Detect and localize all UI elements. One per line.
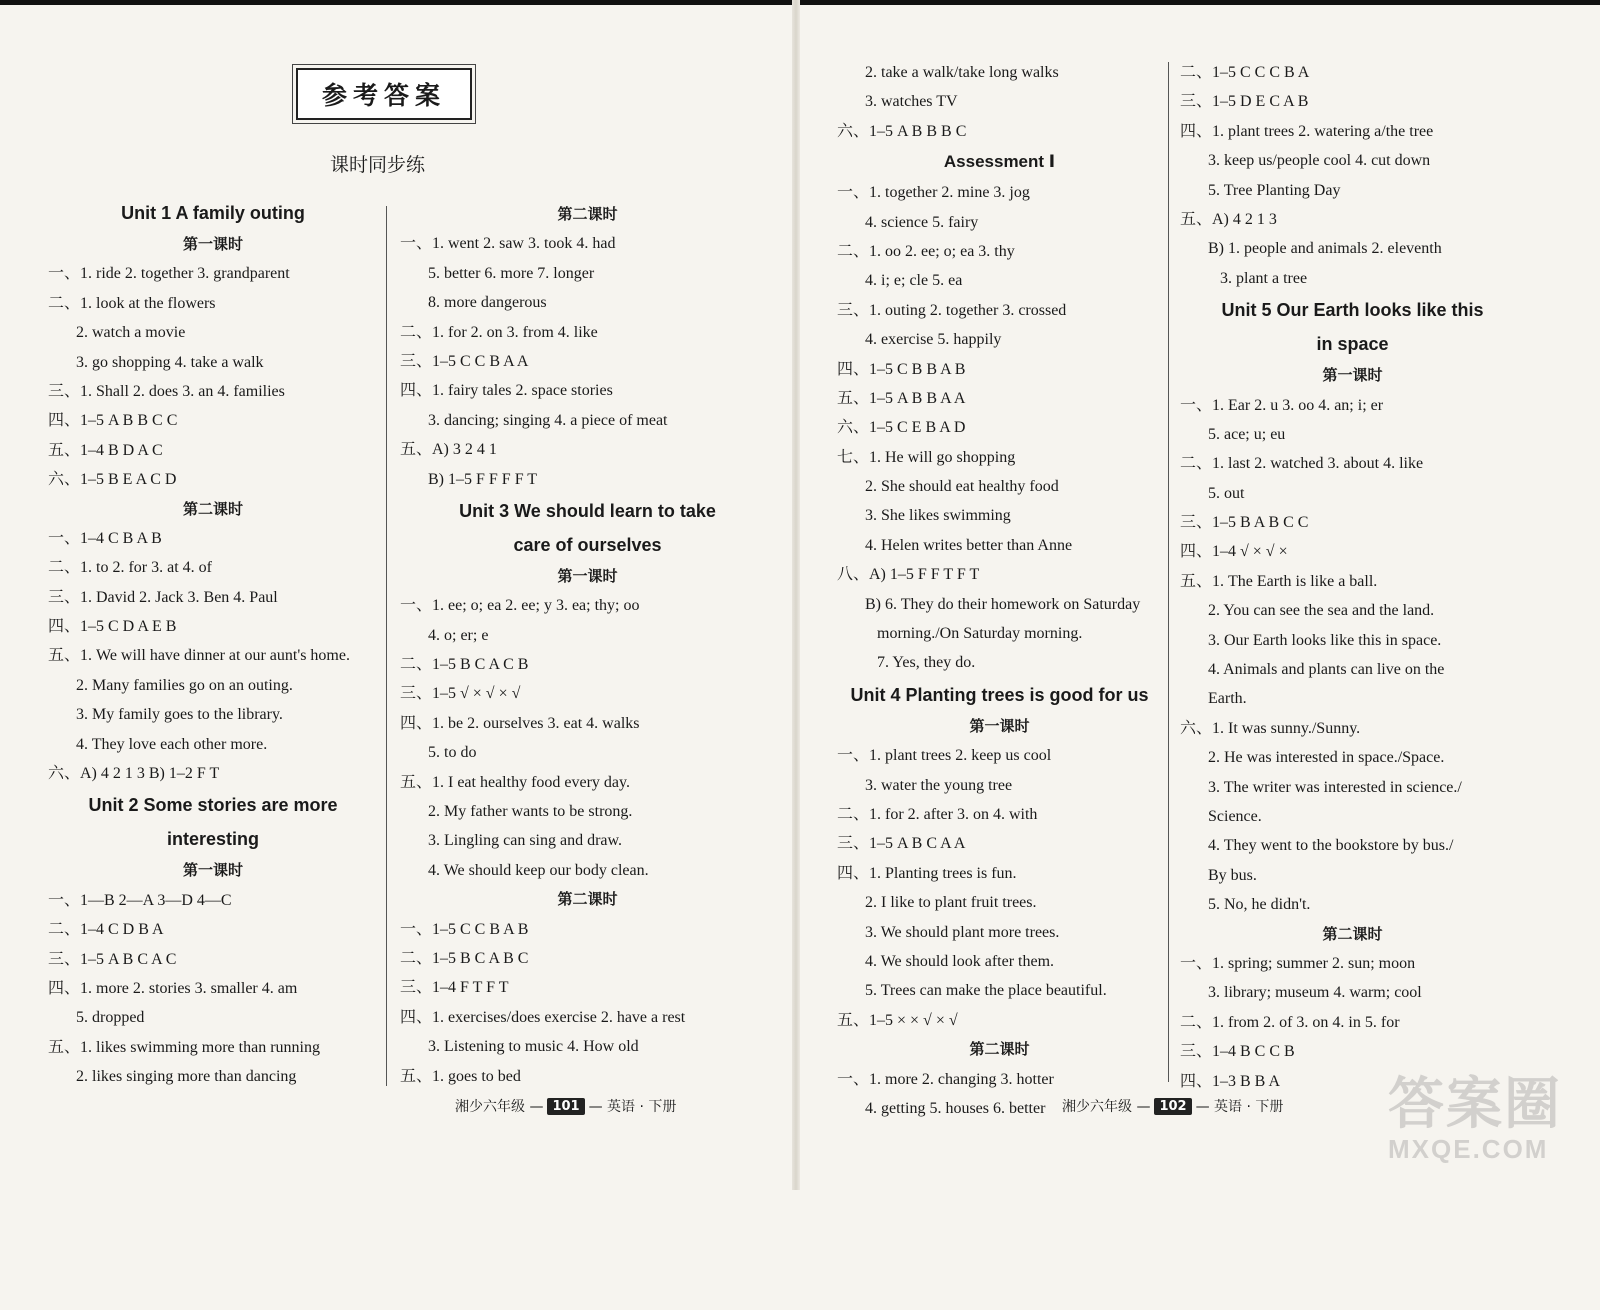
- lesson-heading: 第二课时: [969, 1040, 1030, 1059]
- answer-line: 四、1–5 C D A E B: [48, 618, 177, 636]
- assessment-heading: Assessment Ⅰ: [943, 152, 1056, 172]
- answer-line: 四、1. be 2. ourselves 3. eat 4. walks: [400, 714, 640, 732]
- unit-heading: interesting: [166, 829, 259, 850]
- answer-line: 四、1. exercises/does exercise 2. have a rest: [400, 1008, 686, 1026]
- answer-line: 2. He was interested in space./Space.: [1208, 749, 1445, 767]
- section-subtitle: 课时同步练: [330, 154, 426, 176]
- answer-line: 四、1. plant trees 2. watering a/the tree: [1180, 122, 1434, 140]
- footer-book: 湘少六年级 —: [1062, 1099, 1151, 1115]
- answer-line: Science.: [1208, 807, 1262, 825]
- unit-heading: care of ourselves: [513, 534, 662, 555]
- answer-line: 二、1–4 C D B A: [48, 921, 164, 939]
- answer-line: 二、1. for 2. after 3. on 4. with: [837, 805, 1038, 823]
- answer-line: 五、1. The Earth is like a ball.: [1180, 572, 1378, 590]
- answer-line: 二、1–5 B C A B C: [400, 949, 529, 967]
- answer-line: 二、1. look at the flowers: [48, 294, 216, 312]
- answer-line: 三、1. Shall 2. does 3. an 4. families: [48, 382, 285, 400]
- answer-line: 2. take a walk/take long walks: [865, 64, 1059, 81]
- answer-line: 5. to do: [428, 744, 477, 762]
- answer-line: 一、1–5 C C B A B: [400, 920, 529, 938]
- answer-line: B) 1–5 F F F F T: [428, 470, 538, 488]
- answer-line: 二、1. to 2. for 3. at 4. of: [48, 559, 212, 577]
- answer-line: 3. She likes swimming: [865, 507, 1011, 525]
- page-left: [0, 0, 790, 1190]
- page-footer-right: [1062, 1096, 1283, 1116]
- answer-line: 2. Many families go on an outing.: [76, 676, 293, 694]
- answer-line: 一、1. spring; summer 2. sun; moon: [1180, 954, 1416, 972]
- answer-line: 四、1. more 2. stories 3. smaller 4. am: [48, 979, 298, 997]
- answer-line: 五、A) 4 2 1 3: [1180, 210, 1277, 228]
- answer-line: 5. ace; u; eu: [1208, 425, 1286, 443]
- answer-line: 三、1–4 B C C B: [1180, 1043, 1295, 1061]
- answer-line: 四、1. Planting trees is fun.: [837, 864, 1017, 882]
- answer-line: 一、1–4 C B A B: [48, 529, 162, 547]
- answer-line: 四、1–4 √ × √ ×: [1180, 543, 1288, 561]
- page-number: 102: [1154, 1098, 1191, 1115]
- answer-line: 五、A) 3 2 4 1: [400, 441, 497, 459]
- answer-line: 3. water the young tree: [865, 776, 1013, 794]
- answer-line: 四、1–5 A B B C C: [48, 412, 178, 430]
- unit-heading: Unit 3 We should learn to take: [459, 500, 716, 521]
- lesson-heading: 第一课时: [969, 716, 1030, 735]
- watermark-url: MXQE.COM: [1388, 1134, 1549, 1164]
- answer-line: 五、1–5 A B B A A: [837, 389, 966, 407]
- answer-line: 4. exercise 5. happily: [865, 331, 1002, 349]
- answer-line: 一、1. more 2. changing 3. hotter: [837, 1070, 1054, 1088]
- answer-line: 7. Yes, they do.: [877, 654, 976, 672]
- unit-heading: Unit 5 Our Earth looks like this: [1221, 300, 1484, 321]
- answer-line: B) 1. people and animals 2. eleventh: [1208, 240, 1442, 258]
- answer-line: 2. You can see the sea and the land.: [1208, 602, 1435, 620]
- answer-line: 五、1. likes swimming more than running: [48, 1038, 320, 1056]
- answer-line: 四、1. fairy tales 2. space stories: [400, 382, 613, 400]
- answer-line: 一、1. plant trees 2. keep us cool: [837, 747, 1052, 765]
- answer-line: 5. Trees can make the place beautiful.: [865, 982, 1107, 1000]
- answer-line: 五、1. goes to bed: [400, 1067, 521, 1085]
- page-number: 101: [547, 1098, 584, 1115]
- answer-line: 六、A) 4 2 1 3 B) 1–2 F T: [48, 765, 220, 783]
- answer-line: 2. I like to plant fruit trees.: [865, 894, 1037, 912]
- answer-line: 4. We should keep our body clean.: [428, 861, 649, 879]
- answer-line: 四、1–5 C B B A B: [837, 360, 966, 378]
- book-spine: [792, 0, 800, 1190]
- unit-heading: Unit 1 A family outing: [121, 203, 305, 223]
- answer-line: 5. better 6. more 7. longer: [428, 264, 595, 282]
- footer-subject: — 英语 · 下册: [588, 1099, 677, 1115]
- answer-line: 三、1–5 D E C A B: [1180, 93, 1309, 111]
- answer-line: 4. Animals and plants can live on the: [1208, 661, 1445, 679]
- answer-line: 三、1. David 2. Jack 3. Ben 4. Paul: [48, 588, 278, 606]
- answer-line: 五、1. I eat healthy food every day.: [400, 773, 630, 791]
- answer-line: 3. Lingling can sing and draw.: [428, 832, 623, 850]
- answer-line: 二、1. last 2. watched 3. about 4. like: [1180, 455, 1424, 473]
- answer-line: 三、1–5 A B C A A: [837, 835, 966, 853]
- answer-line: 八、A) 1–5 F F T F T: [837, 566, 980, 584]
- answer-line: 一、1. Ear 2. u 3. oo 4. an; i; er: [1180, 396, 1384, 414]
- answer-line: B) 6. They do their homework on Saturday: [865, 595, 1141, 613]
- answer-line: 3. dancing; singing 4. a piece of meat: [428, 411, 668, 429]
- answer-line: 三、1–5 √ × √ × √: [400, 685, 521, 703]
- answer-line: 3. plant a tree: [1220, 269, 1308, 287]
- answer-line: 4. We should look after them.: [865, 952, 1055, 970]
- answer-line: 三、1. outing 2. together 3. crossed: [837, 301, 1067, 319]
- answer-line: 四、1–3 B B A: [1180, 1072, 1281, 1090]
- answer-column-4: [1180, 58, 1525, 1168]
- answer-line: 一、1. went 2. saw 3. took 4. had: [400, 235, 616, 253]
- answer-line: 3. library; museum 4. warm; cool: [1208, 984, 1422, 1002]
- answer-line: 六、1. It was sunny./Sunny.: [1180, 719, 1361, 737]
- answer-line: By bus.: [1208, 866, 1257, 884]
- page-title: 参考答案: [296, 68, 472, 120]
- page-footer-left: [455, 1096, 676, 1116]
- lesson-heading: 第二课时: [182, 499, 243, 518]
- answer-line: 一、1. together 2. mine 3. jog: [837, 184, 1030, 202]
- answer-line: 五、1. We will have dinner at our aunt's home.: [48, 647, 350, 665]
- answer-line: 4. i; e; cle 5. ea: [865, 272, 963, 290]
- answer-line: 3. My family goes to the library.: [76, 706, 283, 724]
- unit-heading: Unit 2 Some stories are more: [88, 795, 338, 816]
- answer-line: 3. The writer was interested in science./: [1208, 778, 1462, 796]
- answer-line: 二、1. from 2. of 3. on 4. in 5. for: [1180, 1013, 1400, 1031]
- answer-line: 六、1–5 C E B A D: [837, 419, 966, 437]
- answer-line: 一、1. ee; o; ea 2. ee; y 3. ea; thy; oo: [400, 597, 640, 615]
- answer-line: 三、1–4 F T F T: [400, 979, 509, 997]
- answer-line: 5. No, he didn't.: [1208, 896, 1311, 914]
- column-divider: [1168, 62, 1169, 1082]
- answer-line: 4. They went to the bookstore by bus./: [1208, 837, 1454, 855]
- answer-line: 5. Tree Planting Day: [1208, 181, 1341, 199]
- answer-line: 一、1. ride 2. together 3. grandparent: [48, 265, 290, 283]
- answer-line: 4. getting 5. houses 6. better: [865, 1099, 1046, 1117]
- unit-heading: in space: [1316, 334, 1389, 355]
- column-divider: [386, 206, 387, 1086]
- answer-column-3: [837, 58, 1162, 1168]
- answer-line: 3. Listening to music 4. How old: [428, 1038, 639, 1056]
- lesson-heading: 第一课时: [182, 861, 243, 880]
- answer-line: 5. dropped: [76, 1009, 145, 1027]
- watermark-text: 答案圈: [1388, 1072, 1562, 1137]
- answer-line: 六、1–5 B E A C D: [48, 471, 177, 489]
- lesson-heading: 第一课时: [1322, 366, 1383, 385]
- lesson-heading: 第一课时: [557, 566, 618, 585]
- answer-line: Earth.: [1208, 690, 1247, 708]
- answer-line: 二、1–5 C C C B A: [1180, 64, 1310, 81]
- answer-line: 2. watch a movie: [76, 324, 186, 342]
- answer-line: 4. science 5. fairy: [865, 213, 979, 231]
- answer-line: 2. likes singing more than dancing: [76, 1068, 297, 1086]
- answer-line: 4. They love each other more.: [76, 735, 268, 753]
- answer-column-1: [48, 196, 378, 1306]
- answer-line: 8. more dangerous: [428, 294, 547, 312]
- lesson-heading: 第二课时: [557, 205, 618, 223]
- answer-line: 3. Our Earth looks like this in space.: [1208, 631, 1442, 649]
- answer-line: 三、1–5 B A B C C: [1180, 514, 1309, 532]
- page-right: [800, 0, 1600, 1190]
- answer-line: 三、1–5 C C B A A: [400, 352, 529, 370]
- answer-column-2: [400, 200, 775, 1310]
- answer-line: 三、1–5 A B C A C: [48, 950, 177, 968]
- answer-line: 七、1. He will go shopping: [837, 448, 1016, 466]
- answer-line: 2. My father wants to be strong.: [428, 803, 633, 821]
- answer-line: 六、1–5 A B B B C: [837, 122, 967, 140]
- answer-line: 3. watches TV: [865, 93, 958, 111]
- answer-line: 五、1–4 B D A C: [48, 441, 163, 459]
- answer-line: 二、1. oo 2. ee; o; ea 3. thy: [837, 242, 1015, 260]
- answer-line: 一、1—B 2—A 3—D 4—C: [48, 891, 232, 909]
- watermark-logo: [1388, 1060, 1568, 1170]
- lesson-heading: 第二课时: [1322, 924, 1383, 943]
- answer-line: 5. out: [1208, 484, 1245, 502]
- footer-subject: — 英语 · 下册: [1195, 1099, 1284, 1115]
- answer-line: 3. keep us/people cool 4. cut down: [1208, 152, 1431, 170]
- answer-line: 3. We should plant more trees.: [865, 923, 1060, 941]
- answer-line: 4. Helen writes better than Anne: [865, 536, 1073, 554]
- answer-line: 二、1–5 B C A C B: [400, 656, 529, 674]
- unit-heading: Unit 4 Planting trees is good for us: [850, 684, 1149, 705]
- answer-line: 五、1–5 × × √ × √: [837, 1011, 958, 1029]
- answer-line: 二、1. for 2. on 3. from 4. like: [400, 323, 598, 341]
- answer-line: 4. o; er; e: [428, 626, 489, 644]
- lesson-heading: 第一课时: [182, 235, 243, 253]
- answer-line: morning./On Saturday morning.: [877, 625, 1083, 643]
- answer-line: 3. go shopping 4. take a walk: [76, 353, 264, 371]
- footer-book: 湘少六年级 —: [455, 1099, 544, 1115]
- answer-line: 2. She should eat healthy food: [865, 478, 1059, 496]
- lesson-heading: 第二课时: [557, 890, 618, 909]
